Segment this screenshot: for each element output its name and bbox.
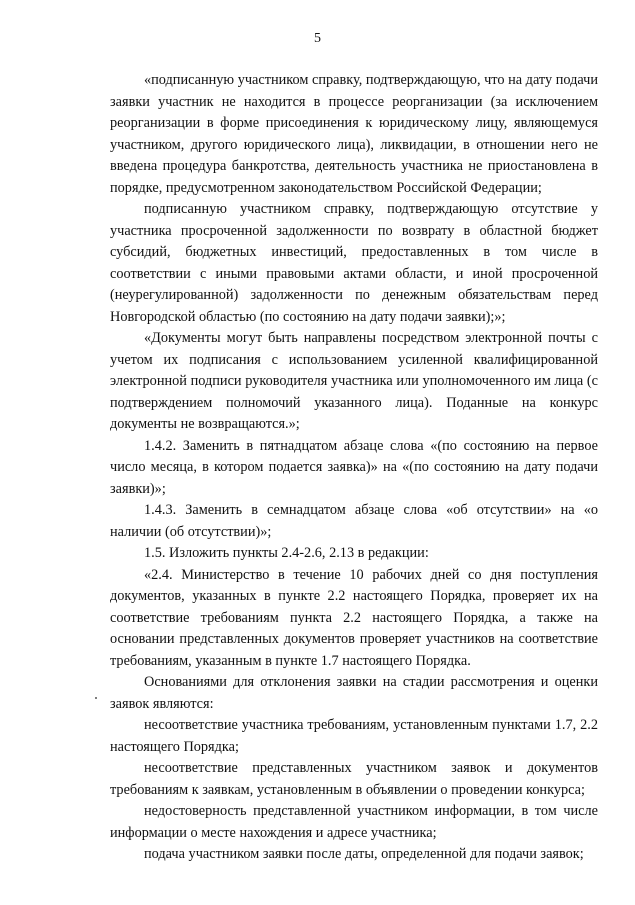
paragraph: «подписанную участником справку, подтверждающую, что на дату подачи заявки участник не находится в процессе реорганизации (за исключением реорганизации в форме присоединения к юридическому лицу, являющемуся участником, другого юридического лица), ликвидации, в отношении него не введена процедура банкротства, деятельность участника не приостановлена в порядке, предусмотренном законодательством Российской Федерации; [110,72,598,196]
paragraph: 1.4.2. Заменить в пятнадцатом абзаце слова «(по состоянию на первое число месяца, в котором подается заявка)» на «(по состоянию на дату подачи заявки)»; [110,437,598,497]
paragraph: «Документы могут быть направлены посредством электронной почты с учетом их подписания с использованием усиленной квалифицированной электронной подписи руководителя участника или уполномоченного им лица (с подтверждением полномочий указанного лица). Поданные на конкурс документы не возвращаются.»; [110,330,598,432]
paragraph: несоответствие представленных участником заявок и документов требованиям к заявкам, установленным в объявлении о проведении конкурса; [110,760,598,798]
paragraph: 1.5. Изложить пункты 2.4-2.6, 2.13 в редакции: [144,545,429,561]
paragraph: «2.4. Министерство в течение 10 рабочих дней со дня поступления документов, указанных в пункте 2.2 настоящего Порядка, проверяет их на соответствие требованиям пункта 2.2 настоящего Порядка, а также на основании представленных документов проверяет участников на соответствие требованиям, указанным в пункте 1.7 настоящего Порядка. [110,566,598,669]
page-number: 5 [314,31,321,46]
paragraph: несоответствие участника требованиям, установленным пунктами 1.7, 2.2 настоящего Порядка; [110,717,598,755]
margin-mark [95,697,97,699]
paragraph: подача участником заявки после даты, определенной для подачи заявок; [144,846,584,862]
paragraph: Основаниями для отклонения заявки на стадии рассмотрения и оценки заявок являются: [110,674,598,712]
paragraph: подписанную участником справку, подтверждающую отсутствие у участника просроченной задолженности по возврату в областной бюджет субсидий, бюджетных инвестиций, предоставленных в том числе в соответствии с иными правовыми актами области, и иной просроченной (неурегулированной) задолженности по денежным обязательствам перед Новгородской областью (по состоянию на дату подачи заявки);»; [110,201,598,325]
document-body [110,70,598,866]
paragraph: 1.4.3. Заменить в семнадцатом абзаце слова «об отсутствии» на «о наличии (об отсутствии)»; [110,502,598,540]
paragraph: недостоверность представленной участником информации, в том числе информации о месте нахождения и адресе участника; [110,803,598,841]
